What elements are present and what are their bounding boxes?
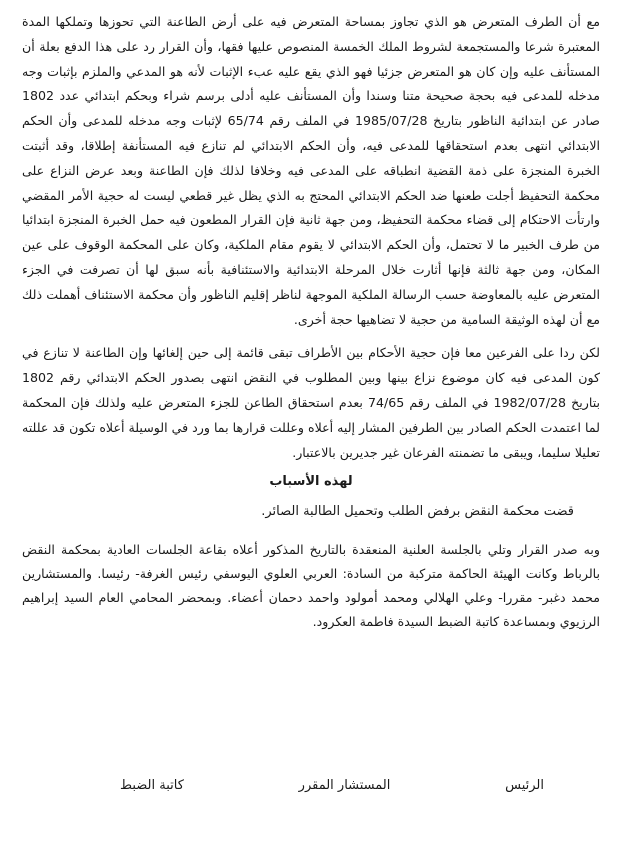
signature-row xyxy=(120,778,544,793)
document-body xyxy=(22,10,600,634)
signature-rapporteur: المستشار المقرر xyxy=(298,778,391,793)
closing-paragraph: وبه صدر القرار وتلي بالجلسة العلنية المنعقدة بالتاريخ المذكور أعلاه بقاعة الجلسات العادية بمحكمة النقض بالرباط وكانت الهيئة الحاكمة متركبة من السادة: العربي العلوي اليوسفي رئيس الغرفة- رئيسا. والمستشارين محمد دغبر- مقررا- وعلي الهلالي ومحمد أمولود واحمد دحمان أعضاء. وبمحضر المحامي العام السيد إبراهيم الرزيوي وبمساعدة كاتبة الضبط السيدة فاطمة العكرود. xyxy=(22,542,600,630)
signature-clerk: كاتبة الضبط xyxy=(120,778,184,793)
paragraph-2: لكن ردا على الفرعين معا فإن حجية الأحكام بين الأطراف تبقى قائمة إلى حين إلغائها وإن الطاعنة لا تنازع في كون المدعى فيه كان موضوع نزاع بينها وبين المطلوب في النقض انتهى بصدور الحكم الابتدائي رقم 1802 بتاريخ 1982/07/28 في الملف رقم 74/65 بعدم استحقاق الطاعن للجزء المتعرض عليه ولذلك فإن المحكمة لما اعتمدت الحكم الصادر بين الطرفين المشار إليه أعلاه وعللت قرارها بما ورد في الوسيلة أعلاه تكون قد عللته تعليلا سليما، ويبقى ما تضمنته الفرعان غير جديرين بالاعتبار. xyxy=(22,345,601,460)
ruling-text: قضت محكمة النقض برفض الطلب وتحميل الطالبة الصائر. xyxy=(261,504,574,520)
signature-president: الرئيس xyxy=(505,778,544,793)
section-heading: لهذه الأسباب xyxy=(269,474,353,490)
paragraph-1: مع أن الطرف المتعرض هو الذي تجاوز بمساحة المتعرض فيه على أرض الطاعنة التي تحوزها وتملكها المدة المعتبرة شرعا والمستجمعة لشروط الملك الخمسة المنصوص عليها فقها، وأن القرار رد على هذا الدفع بعلة أن المستأنف عليه وإن كان هو المتعرض جزئيا فهو الذي يقع عليه عبء الإثبات لأنه هو المدعي والملزم بإثبات وجه مدخله للمدعى فيه بحجة صحيحة متنا وسندا وأن المستأنف عليه أدلى برسم شراء وبحكم ابتدائي عدد 1802 صادر عن ابتدائية الناظور بتاريخ 1985/07/28 في الملف رقم 65/74 لإثبات وجه مدخله للمدعى وأن الحكم الابتدائي انتهى بعدم استحقاقها للمدعى فيه، وأن الحكم الابتدائي لم تنازع فيه المستأنفة إطلاقا، وقد أثبتت الخبرة المنجزة على ذمة القضية انطباقه على المدعى فيه وخلافا لذلك فإن الطاعنة وبعد عرض النزاع على محكمة التحفيظ أجلت طعنها ضد الحكم الابتدائي المحتج به الذي يظل غير قطعي ليست له حجية الأمر المقضي وارتأت الاحتكام إلى قضاء محكمة التحفيظ، ومن جهة ثانية فإن القرار المطعون فيه حمل الخبرة المنجزة ابتدائيا من طرف الخبير ما لا تحتمل، وأن الحكم الابتدائي لا يقوم مقام الملكية، وكان على المحكمة الوقوف على عين المكان، ومن جهة ثالثة فإنها أثارت خلال المرحلة الابتدائية والاستئنافية بأنه سبق لها أن تصرفت في الجزء المتعرض عليه بالمعاوضة حسب الرسالة الملكية الموجهة لناظر إقليم الناظور وأن محكمة الاستئناف أهملت ذلك مع أن لهذه الوثيقة السامية من حجية لا تضاهيها حجة أخرى. xyxy=(22,14,600,327)
